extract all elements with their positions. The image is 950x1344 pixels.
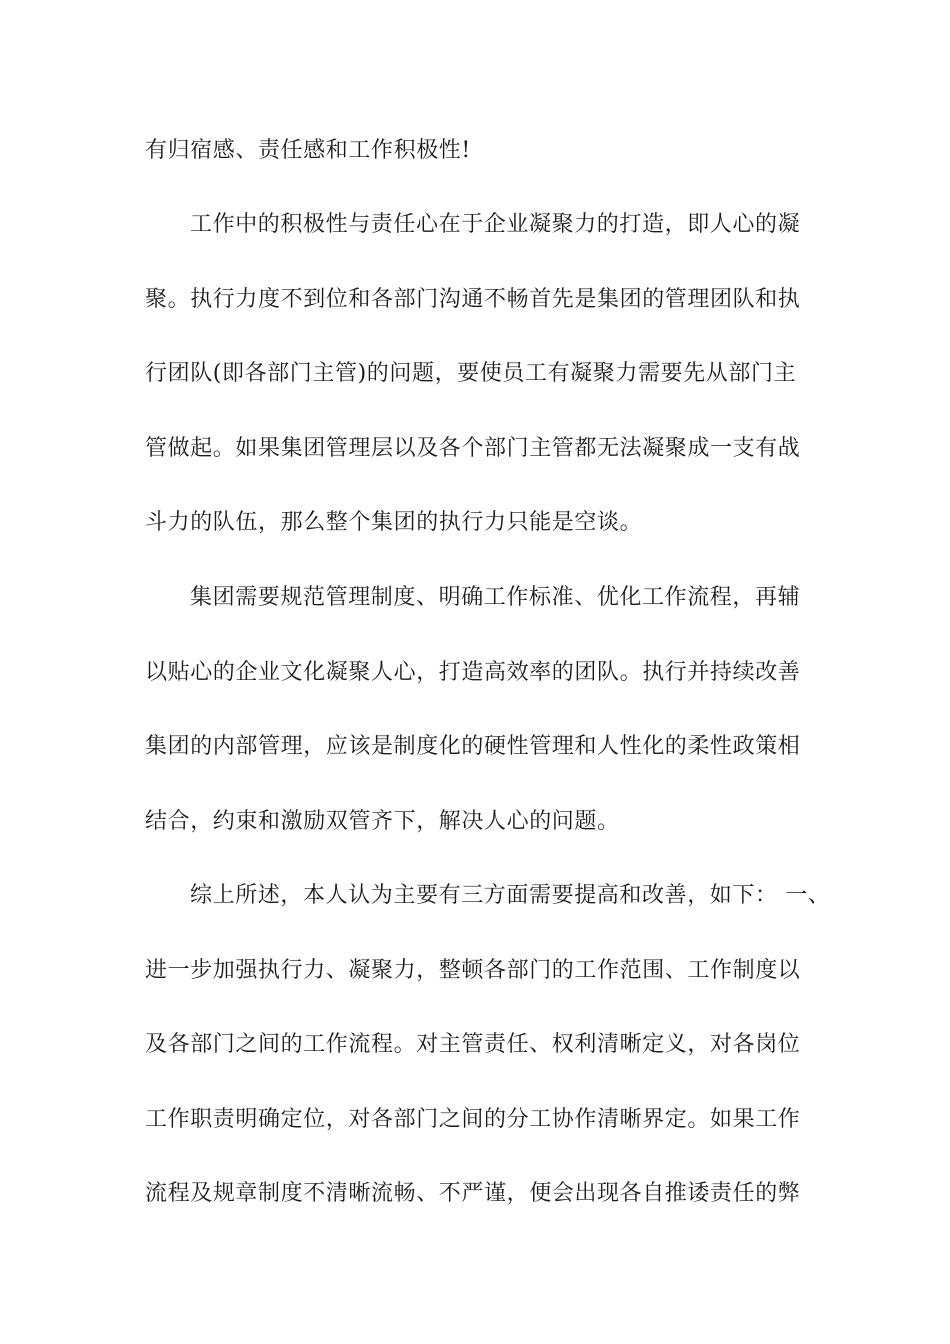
text-line-10: 结合，约束和激励双管齐下，解决人心的问题。 <box>145 809 620 834</box>
text-line-9: 集团的内部管理，应该是制度化的硬性管理和人性化的柔性政策相 <box>145 734 801 759</box>
text-line-7: 集团需要规范管理制度、明确工作标准、优化工作流程，再辅 <box>190 585 801 610</box>
text-line-1: 有归宿感、责任感和工作积极性! <box>145 138 471 163</box>
text-line-15: 流程及规章制度不清晰流畅、不严谨，便会出现各自推诿责任的弊 <box>145 1181 801 1206</box>
text-line-3: 聚。执行力度不到位和各部门沟通不畅首先是集团的管理团队和执 <box>145 287 801 312</box>
text-line-2: 工作中的积极性与责任心在于企业凝聚力的打造，即人心的凝 <box>190 212 801 237</box>
text-line-5: 管做起。如果集团管理层以及各个部门主管都无法凝聚成一支有战 <box>145 436 801 461</box>
text-line-13: 及各部门之间的工作流程。对主管责任、权利清晰定义，对各岗位 <box>145 1032 801 1057</box>
text-line-14: 工作职责明确定位，对各部门之间的分工协作清晰界定。如果工作 <box>145 1107 801 1132</box>
text-line-4: 行团队(即各部门主管)的问题，要使员工有凝聚力需要先从部门主 <box>145 361 797 386</box>
text-line-12: 进一步加强执行力、凝聚力，整顿各部门的工作范围、工作制度以 <box>145 958 801 983</box>
text-line-11: 综上所述，本人认为主要有三方面需要提高和改善，如下： 一、 <box>190 883 831 908</box>
text-line-6: 斗力的队伍，那么整个集团的执行力只能是空谈。 <box>145 510 643 535</box>
text-line-8: 以贴心的企业文化凝聚人心，打造高效率的团队。执行并持续改善 <box>145 660 801 685</box>
